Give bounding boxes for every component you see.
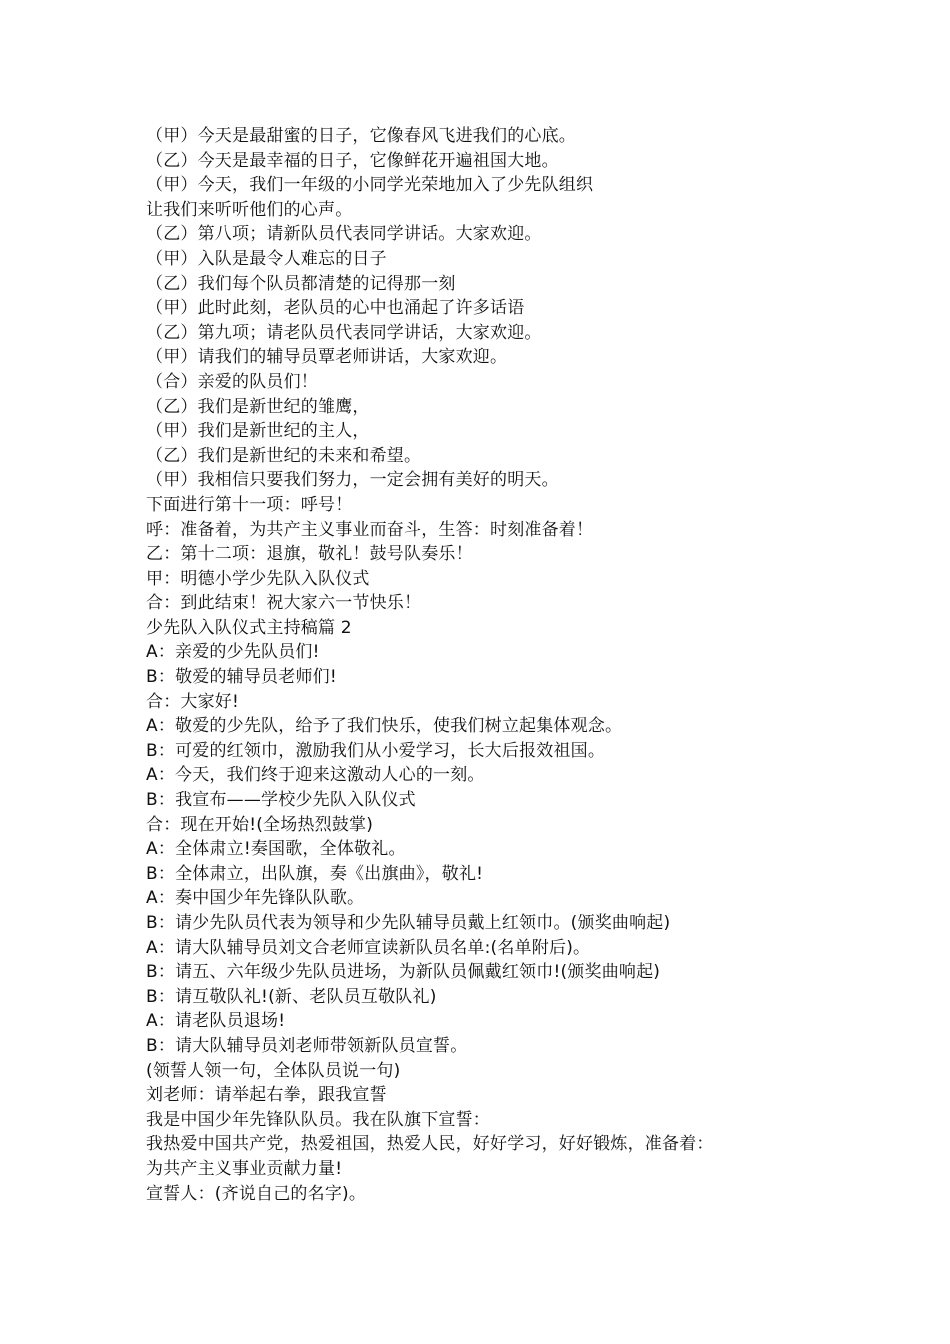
- text-line: A：请老队员退场!: [146, 1011, 286, 1032]
- text-line: （乙）我们是新世纪的雏鹰，: [146, 396, 370, 417]
- text-line: 为共产主义事业贡献力量!: [146, 1158, 343, 1179]
- text-line: A：请大队辅导员刘文合老师宣读新队员名单:(名单附后)。: [146, 937, 591, 958]
- text-line: （甲）此时此刻，老队员的心中也涌起了许多话语: [146, 298, 525, 319]
- text-line: 合：到此结束！祝大家六一节快乐！: [146, 593, 422, 614]
- text-line: A：全体肃立!奏国歌，全体敬礼。: [146, 839, 406, 860]
- text-line: 让我们来听听他们的心声。: [146, 199, 353, 220]
- text-line: （乙）第八项；请新队员代表同学讲话。大家欢迎。: [146, 224, 542, 245]
- text-line: A：奏中国少年先锋队队歌。: [146, 888, 365, 909]
- text-line: 甲：明德小学少先队入队仪式: [146, 568, 370, 589]
- text-line: B：请五、六年级少先队员进场，为新队员佩戴红领巾!(颁奖曲响起): [146, 962, 661, 983]
- text-line: B：可爱的红领巾，激励我们从小爱学习，长大后报效祖国。: [146, 740, 606, 761]
- text-line: 下面进行第十一项：呼号！: [146, 494, 353, 515]
- text-line: （甲）今天，我们一年级的小同学光荣地加入了少先队组织: [146, 175, 594, 196]
- text-line: （甲）今天是最甜蜜的日子，它像春风飞进我们的心底。: [146, 126, 576, 146]
- text-line: B：请少先队员代表为领导和少先队辅导员戴上红领巾。(颁奖曲响起): [146, 913, 671, 933]
- text-line: B：敬爱的辅导员老师们!: [146, 667, 337, 688]
- text-line: （合）亲爱的队员们！: [146, 371, 318, 392]
- text-line: （乙）我们是新世纪的未来和希望。: [146, 445, 422, 466]
- text-line: A：今天，我们终于迎来这激动人心的一刻。: [146, 765, 485, 786]
- text-line: B：全体肃立，出队旗，奏《出旗曲》，敬礼!: [146, 863, 484, 884]
- text-line: （甲）入队是最令人难忘的日子: [146, 248, 387, 269]
- section-heading: 少先队入队仪式主持稿篇 2: [146, 617, 352, 638]
- text-line: A：亲爱的少先队员们!: [146, 642, 320, 663]
- text-line: 刘老师：请举起右拳，跟我宣誓: [146, 1085, 387, 1106]
- text-line: 宣誓人：(齐说自己的名字)。: [146, 1183, 367, 1204]
- text-line: B：请大队辅导员刘老师带领新队员宣誓。: [146, 1035, 468, 1056]
- text-line: B：请互敬队礼!(新、老队员互敬队礼): [146, 986, 437, 1007]
- text-line: A：敬爱的少先队，给予了我们快乐，使我们树立起集体观念。: [146, 716, 623, 737]
- text-line: B：我宣布——学校少先队入队仪式: [146, 790, 416, 811]
- text-line: （甲）我们是新世纪的主人，: [146, 421, 370, 442]
- text-line: （甲）我相信只要我们努力，一定会拥有美好的明天。: [146, 470, 559, 491]
- text-line: （乙）今天是最幸福的日子，它像鲜花开遍祖国大地。: [146, 150, 559, 171]
- text-line: 合：现在开始!(全场热烈鼓掌): [146, 814, 374, 835]
- document-body: [146, 124, 846, 1206]
- text-line: 乙：第十二项：退旗，敬礼！鼓号队奏乐！: [146, 544, 473, 565]
- text-line: （乙）第九项；请老队员代表同学讲话，大家欢迎。: [146, 322, 542, 343]
- text-line: （乙）我们每个队员都清楚的记得那一刻: [146, 273, 456, 294]
- text-line: 合：大家好!: [146, 691, 240, 712]
- text-line: 我是中国少年先锋队队员。我在队旗下宣誓：: [146, 1109, 490, 1130]
- text-line: 我热爱中国共产党，热爱祖国，热爱人民，好好学习，好好锻炼，准备着：: [146, 1134, 714, 1155]
- text-line: (领誓人领一句，全体队员说一句): [146, 1060, 401, 1081]
- text-line: （甲）请我们的辅导员覃老师讲话，大家欢迎。: [146, 347, 508, 368]
- text-line: 呼：准备着，为共产主义事业而奋斗，生答：时刻准备着！: [146, 519, 594, 540]
